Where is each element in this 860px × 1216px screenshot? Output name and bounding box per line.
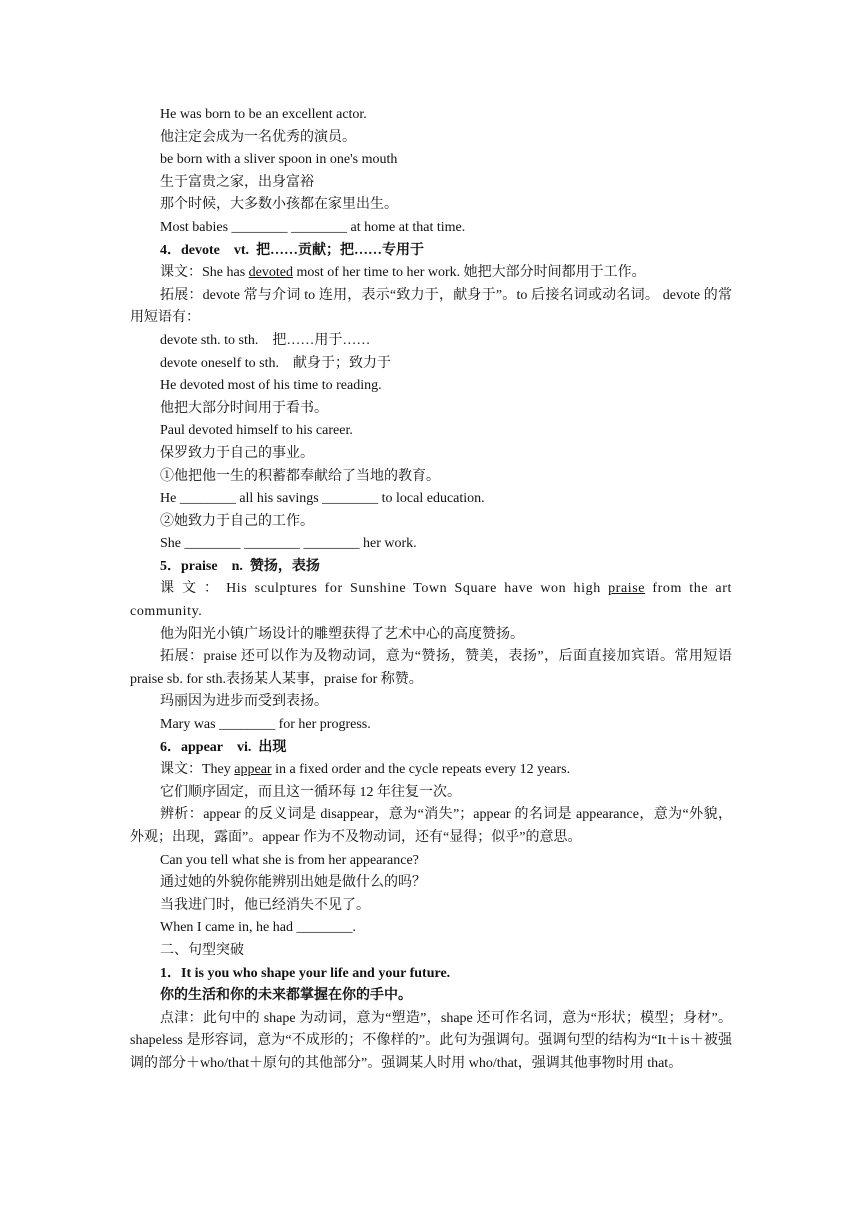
vocab-word: praise: [181, 558, 218, 574]
exercise-blank: Mary was ________ for her progress.: [160, 717, 371, 733]
example-translation: 通过她的外貌你能辨别出她是做什么的吗？: [160, 875, 426, 891]
example-sentence: He devoted most of his time to reading.: [160, 378, 382, 394]
exercise-blank: Most babies ________ ________ at home at that time.: [160, 219, 466, 235]
vocab-pos: vi.: [237, 739, 252, 755]
text-prefix: 课文：They: [160, 762, 235, 778]
vocab-heading-appear: 6．appear vi. 出现: [160, 739, 287, 755]
example-sentence: He was born to be an excellent actor.: [160, 107, 367, 122]
text-prefix: 课文：She has: [160, 265, 249, 281]
phrase: devote sth. to sth. 把……用于……: [160, 332, 371, 348]
vocab-meaning: 赞扬，表扬: [249, 558, 320, 574]
text-example: [130, 262, 732, 285]
phrase: devote oneself to sth. 献身于；致力于: [160, 355, 391, 371]
vocab-meaning: 把……贡献；把……专用于: [256, 242, 425, 258]
exercise-prompt: ①他把他一生的积蓄都奉献给了当地的教育。: [160, 468, 440, 484]
sentence-pattern-translation: 你的生活和你的未来都掌握在你的手中。: [160, 988, 412, 1004]
text-prefix: 课 文 ： His sculptures for Sunshine Town Square have won high: [160, 581, 609, 597]
vocab-pos: vt.: [233, 242, 250, 258]
text-example: [130, 578, 732, 623]
exercise-prompt: 玛丽因为进步而受到表扬。: [160, 694, 328, 710]
keyword: praise: [608, 581, 646, 597]
example-sentence: Paul devoted himself to his career.: [160, 423, 353, 439]
exercise-prompt: ②她致力于自己的工作。: [160, 513, 314, 529]
vocab-heading-praise: 5．praise n. 赞扬，表扬: [160, 558, 320, 574]
vocab-number: 5: [160, 558, 167, 574]
analysis-note: 辨析：appear 的反义词是 disappear，意为“消失”；appear 的名词是 appearance，意为“外貌，外观；出现，露面”。appear 作为不及物动词，还有“显得；似乎”的意思。: [130, 807, 732, 845]
keyword: devoted: [248, 265, 293, 281]
extension-note: 拓展：devote 常与介词 to 连用，表示“致力于，献身于”。to 后接名词或动名词。 devote 的常用短语有：: [130, 287, 732, 326]
sentence-pattern: 1．It is you who shape your life and your future.: [160, 965, 451, 981]
vocab-word: appear: [181, 739, 223, 755]
vocab-heading-devote: 4．devote vt. 把……贡献；把……专用于: [160, 242, 425, 258]
section-heading: 二、句型突破: [160, 942, 244, 958]
text-suffix: from the art community.: [130, 581, 732, 620]
vocab-word: devote: [181, 242, 220, 258]
example-translation: 他注定会成为一名优秀的演员。: [160, 129, 356, 145]
example-translation: 它们顺序固定，而且这一循环每 12 年往复一次。: [160, 784, 461, 800]
extension-note: 拓展：praise 还可以作为及物动词，意为“赞扬，赞美，表扬”，后面直接加宾语。常用短语 praise sb. for sth.表扬某人某事，praise for 称赞。: [130, 649, 732, 687]
document-page: [130, 104, 732, 1076]
tip-note: 点津：此句中的 shape 为动词，意为“塑造”，shape 还可作名词，意为“形状；模型；身材”。shapeless 是形容词，意为“不成形的；不像样的”。此句为强调句。强调句型的结构为“It＋is＋被强调的部分＋who/that＋原句的其他部分”。强调某人时用 who/that，强调其他事物时用 that。: [130, 1010, 732, 1071]
exercise-prompt: 那个时候，大多数小孩都在家里出生。: [160, 197, 398, 213]
example-sentence: Can you tell what she is from her appearance?: [160, 852, 419, 868]
vocab-number: 4: [160, 242, 167, 258]
phrase-translation: 生于富贵之家，出身富裕: [160, 174, 314, 190]
text-example: [130, 759, 732, 782]
vocab-meaning: 出现: [258, 739, 287, 755]
example-translation: 保罗致力于自己的事业。: [160, 445, 314, 461]
exercise-blank: When I came in, he had ________.: [160, 920, 356, 936]
example-translation: 他为阳光小镇广场设计的雕塑获得了艺术中心的高度赞扬。: [160, 626, 524, 642]
example-translation: 他把大部分时间用于看书。: [160, 400, 328, 416]
text-suffix: in a fixed order and the cycle repeats every 12 years.: [271, 762, 571, 778]
exercise-prompt: 当我进门时，他已经消失不见了。: [160, 897, 370, 913]
exercise-blank: She ________ ________ ________ her work.: [160, 536, 417, 552]
exercise-blank: He ________ all his savings ________ to local education.: [160, 491, 485, 507]
vocab-number: 6: [160, 739, 167, 755]
phrase: be born with a sliver spoon in one's mouth: [160, 152, 398, 168]
keyword: appear: [234, 762, 272, 778]
text-suffix: most of her time to her work. 她把大部分时间都用于工作。: [293, 265, 646, 281]
vocab-pos: n.: [231, 558, 243, 574]
